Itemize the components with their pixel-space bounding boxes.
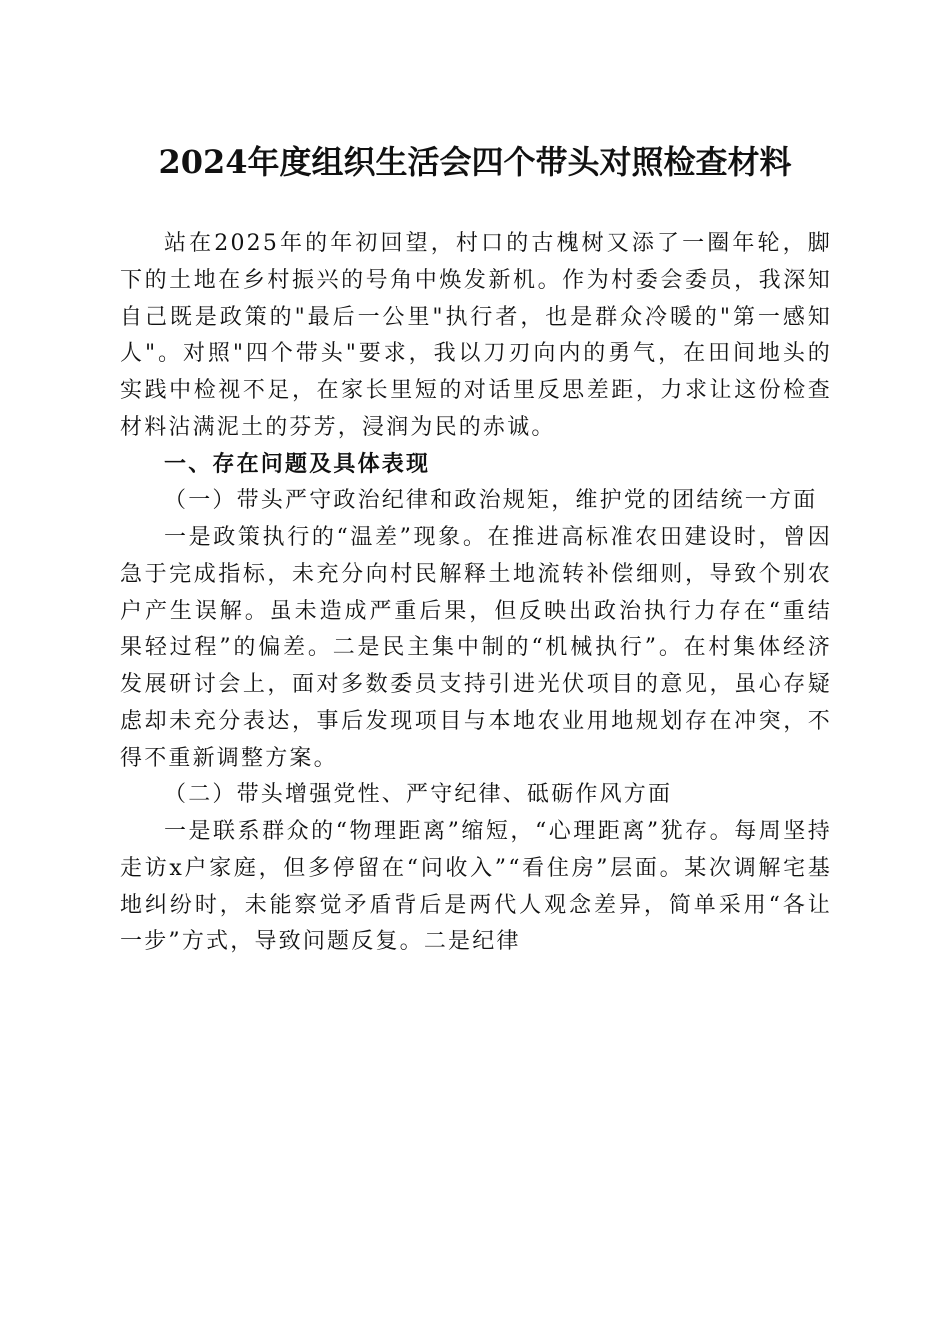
body-paragraph-2: 一是联系群众的“物理距离”缩短，“心理距离”犹存。每周坚持走访x户家庭，但多停留在“问收入”“看住房”层面。某次调解宅基地纠纷时，未能察觉矛盾背后是两代人观念差异，简单采用“各让一步”方式，导致问题反复。二是纪律 <box>120 819 832 955</box>
section-heading-1: 一、存在问题及具体表现 <box>164 451 431 477</box>
document-title: 2024年度组织生活会四个带头对照检查材料 <box>158 143 792 181</box>
subsection-heading-1: （一）带头严守政治纪律和政治规矩，维护党的团结统一方面 <box>164 488 818 514</box>
subsection-heading-2: （二）带头增强党性、严守纪律、砥砺作风方面 <box>164 782 673 808</box>
document-body <box>120 226 832 961</box>
intro-paragraph: 站在2025年的年初回望，村口的古槐树又添了一圈年轮，脚下的土地在乡村振兴的号角中焕发新机。作为村委会委员，我深知自己既是政策的"最后一公里"执行者，也是群众冷暖的"第一感知人"。对照"四个带头"要求，我以刀刃向内的勇气，在田间地头的实践中检视不足，在家长里短的对话里反思差距，力求让这份检查材料沾满泥土的芬芳，浸润为民的赤诚。 <box>120 231 832 440</box>
body-paragraph-1: 一是政策执行的“温差”现象。在推进高标准农田建设时，曾因急于完成指标，未充分向村民解释土地流转补偿细则，导致个别农户产生误解。虽未造成严重后果，但反映出政治执行力存在“重结果轻过程”的偏差。二是民主集中制的“机械执行”。在村集体经济发展研讨会上，面对多数委员支持引进光伏项目的意见，虽心存疑虑却未充分表达，事后发现项目与本地农业用地规划存在冲突，不得不重新调整方案。 <box>120 525 832 771</box>
